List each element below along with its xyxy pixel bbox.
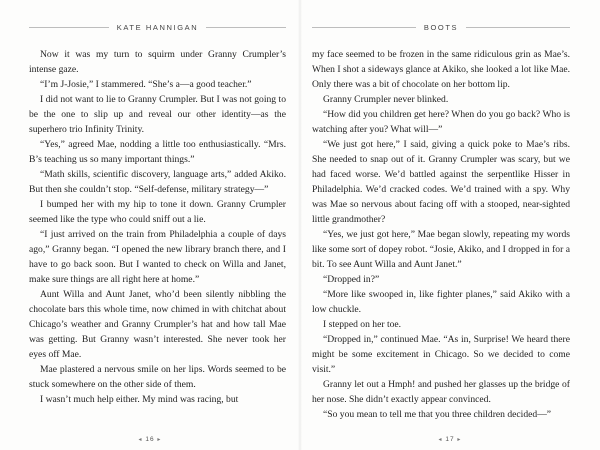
header-rule-left [312,27,416,28]
paragraph: “I just arrived on the train from Philadelphia a couple of days ago,” Granny began. “I opened the new library branch there, and I have to go back soon. But I wanted to check on Willa and Janet, make sure things are all right here at home.” [29,229,286,285]
left-running-head: KATE HANNIGAN [116,22,199,32]
right-folio-number: 17 [445,436,455,443]
paragraph: I wasn’t much help either. My mind was racing, but [40,394,239,405]
left-page-text [29,47,286,407]
paragraph: I did not want to lie to Granny Crumpler. But I was not going to be the one to slip up and reveal our other identity—as the superhero trio Infinity Trinity. [29,94,286,135]
right-page [300,0,600,450]
left-folio-number: 16 [145,436,155,443]
paragraph: “How did you children get here? When do you go back? Who is watching after you? What will—” [312,109,570,135]
paragraph: Granny let out a Hmph! and pushed her glasses up the bridge of her nose. She didn’t exactly appear convinced. [312,379,570,405]
right-running-header [312,20,570,34]
paragraph: “Dropped in,” continued Mae. “As in, Surprise! We heard there might be some excitement in Chicago. So we decided to come visit.” [312,334,570,375]
header-rule-right [466,27,570,28]
paragraph: “Math skills, scientific discovery, language arts,” added Akiko. But then she couldn’t stop. “Self-defense, military strategy—” [29,169,286,195]
continued-paragraph: my face seemed to be frozen in the same ridiculous grin as Mae’s. When I shot a sideways glance at Akiko, she looked a lot like Mae. Only there was a bit of chocolate on her bottom lip. [312,49,570,90]
paragraph: “More like swooped in, like fighter planes,” said Akiko with a low chuckle. [312,289,570,315]
right-running-head: BOOTS [423,22,459,32]
paragraph: I bumped her with my hip to tone it down. Granny Crumpler seemed like the type who could sniff out a lie. [29,199,286,225]
left-page-number [0,436,300,443]
paragraph: I stepped on her toe. [323,319,402,330]
paragraph: Granny Crumpler never blinked. [323,94,449,105]
folio-ornament-left-icon: ◂ [438,437,443,443]
paragraph: “We just got here,” I said, giving a quick poke to Mae’s ribs. She needed to snap out of it. Granny Crumpler was scary, but we had faced worse. We’d battled against the serpentlike Hisser in Philadelphia. We’d cracked codes. We’d trained with a spy. Why was Mae so nervous about facing off with a stooped, near-sighted little grandmother? [312,139,570,225]
paragraph: Now it was my turn to squirm under Granny Crumpler’s intense gaze. [29,49,286,75]
folio-ornament-left-icon: ◂ [138,437,143,443]
paragraph: Mae plastered a nervous smile on her lips. Words seemed to be stuck somewhere on the other side of them. [29,364,286,390]
right-page-number [300,436,600,443]
folio-ornament-right-icon: ▸ [157,437,162,443]
paragraph: “So you mean to tell me that you three children decided—” [323,409,552,420]
header-rule-right [206,27,286,28]
paragraph: “Yes, we just got here,” Mae began slowly, repeating my words like some sort of dopey robot. “Josie, Akiko, and I dropped in for a bit. To see Aunt Willa and Aunt Janet.” [312,229,570,270]
header-rule-left [29,27,109,28]
paragraph: “Yes,” agreed Mae, nodding a little too enthusiastically. “Mrs. B’s teaching us so many important things.” [29,139,286,165]
left-running-header [29,20,286,34]
paragraph: “I’m J-Josie,” I stammered. “She’s a—a good teacher.” [40,79,252,90]
folio-ornament-right-icon: ▸ [457,437,462,443]
paragraph: “Dropped in?” [323,274,380,285]
paragraph: Aunt Willa and Aunt Janet, who’d been silently nibbling the chocolate bars this whole time, now chimed in with chitchat about Chicago’s weather and Granny Crumpler’s hat and how tall Mae was getting. But Granny wasn’t interested. She never took her eyes off Mae. [29,289,286,360]
right-page-text [312,47,570,422]
